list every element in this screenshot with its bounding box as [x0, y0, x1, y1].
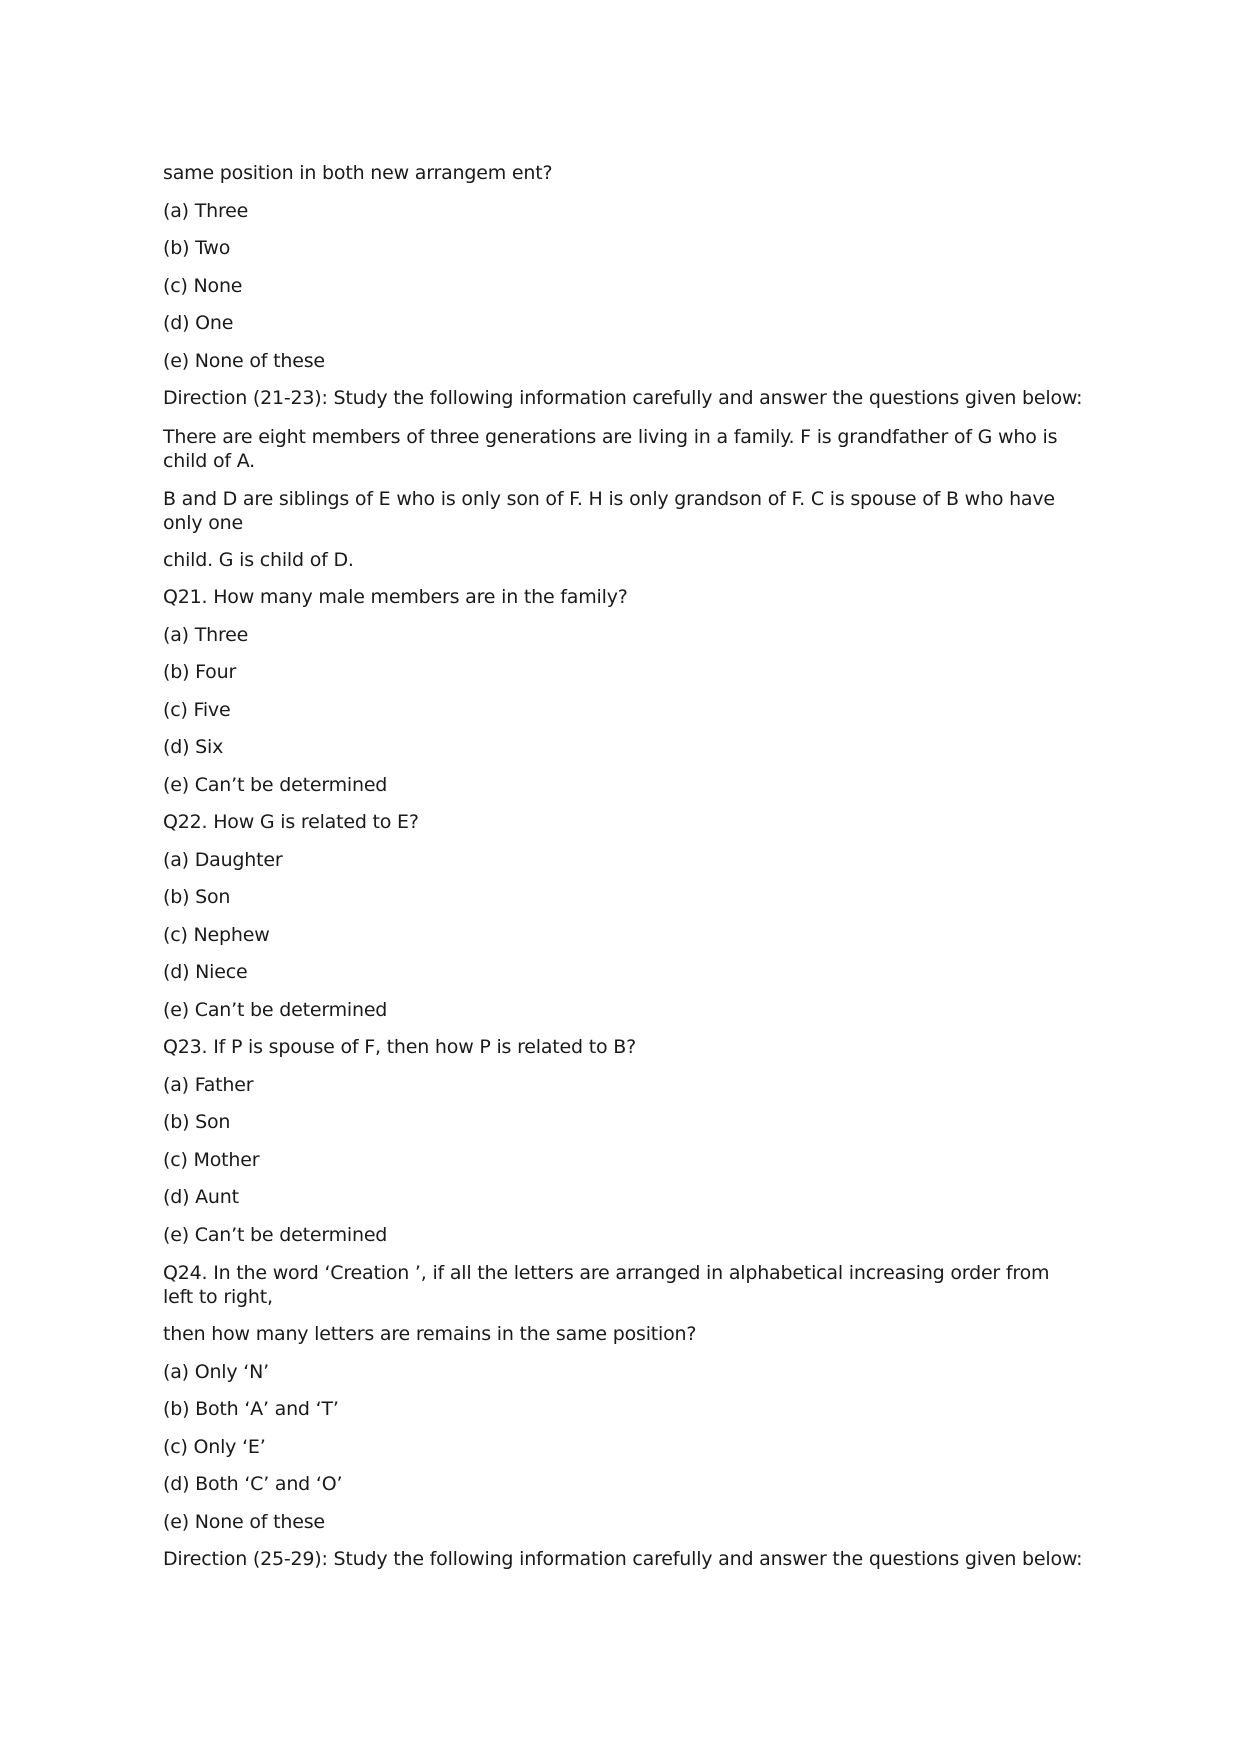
option-c: (c) Only ‘E’	[163, 1435, 266, 1458]
option-d: (d) Aunt	[163, 1186, 239, 1208]
info-paragraph-3: child. G is child of D.	[163, 548, 354, 571]
option-c: (c) Mother	[163, 1148, 260, 1171]
option-c: (c) Nephew	[163, 923, 270, 946]
info-paragraph-1: There are eight members of three generations are living in a family. F is grandfather of G who is child of A.	[163, 425, 1058, 472]
question-23: Q23. If P is spouse of F, then how P is related to B?	[163, 1036, 636, 1058]
option-c: (c) Five	[163, 698, 231, 721]
question-continuation: same position in both new arrangem ent?	[163, 162, 553, 184]
option-b: (b) Son	[163, 886, 231, 908]
option-d: (d) One	[163, 312, 234, 334]
question-22: Q22. How G is related to E?	[163, 811, 419, 833]
option-a: (a) Father	[163, 1073, 254, 1096]
option-a: (a) Only ‘N’	[163, 1360, 269, 1383]
option-b: (b) Two	[163, 237, 231, 259]
option-e: (e) None of these	[163, 349, 325, 372]
direction-25-29: Direction (25-29): Study the following information carefully and answer the questions given below:	[163, 1548, 1083, 1570]
question-24-continuation: then how many letters are remains in the same position?	[163, 1323, 697, 1345]
option-e: (e) Can’t be determined	[163, 998, 388, 1021]
info-paragraph-2: B and D are siblings of E who is only son of F. H is only grandson of F. C is spouse of B who have only one	[163, 487, 1055, 534]
option-b: (b) Both ‘A’ and ‘T’	[163, 1398, 339, 1420]
option-e: (e) Can’t be determined	[163, 773, 388, 796]
option-d: (d) Six	[163, 736, 224, 758]
option-b: (b) Four	[163, 661, 237, 683]
option-d: (d) Niece	[163, 961, 248, 983]
option-b: (b) Son	[163, 1111, 231, 1133]
question-21: Q21. How many male members are in the family?	[163, 586, 628, 608]
document-page	[163, 162, 1083, 1586]
option-a: (a) Daughter	[163, 848, 283, 871]
option-c: (c) None	[163, 274, 243, 297]
option-e: (e) None of these	[163, 1510, 325, 1533]
option-d: (d) Both ‘C’ and ‘O’	[163, 1473, 343, 1495]
question-24: Q24. In the word ‘Creation ’, if all the letters are arranged in alphabetical increasing order from left to right,	[163, 1262, 1050, 1308]
option-a: (a) Three	[163, 623, 249, 646]
option-e: (e) Can’t be determined	[163, 1223, 388, 1246]
direction-21-23: Direction (21-23): Study the following information carefully and answer the questions given below:	[163, 387, 1083, 409]
option-a: (a) Three	[163, 199, 249, 222]
